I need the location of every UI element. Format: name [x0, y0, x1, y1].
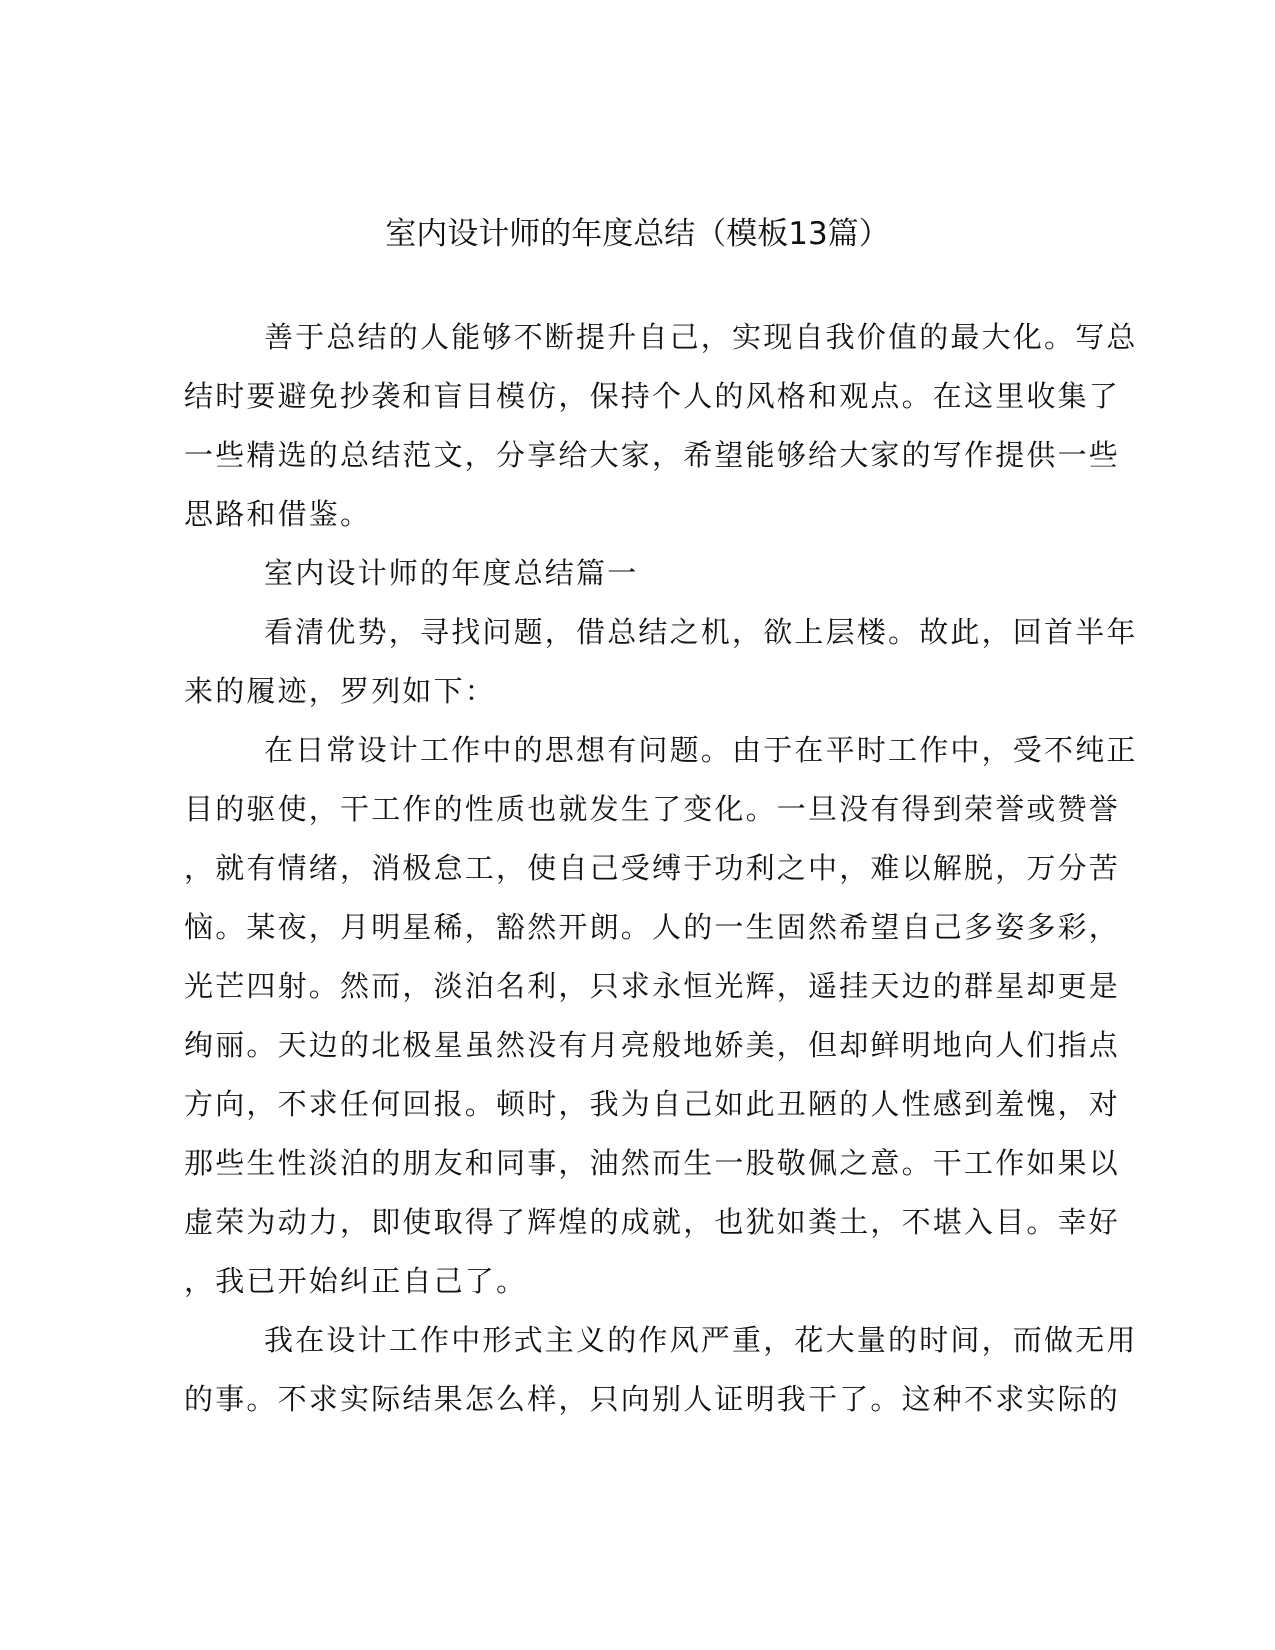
- section-heading: 室内设计师的年度总结篇一: [264, 556, 639, 590]
- paragraph-2-line-10: ，我已开始纠正自己了。: [184, 1264, 528, 1298]
- paragraph-2-line-4: 恼。某夜，月明星稀，豁然开朗。人的一生固然希望自己多姿多彩，: [184, 910, 1121, 944]
- paragraph-2-line-8: 那些生性淡泊的朋友和同事，油然而生一股敬佩之意。干工作如果以: [184, 1146, 1121, 1180]
- document-title: 室内设计师的年度总结（模板13篇）: [385, 216, 890, 252]
- intro-line-2: 结时要避免抄袭和盲目模仿，保持个人的风格和观点。在这里收集了: [184, 379, 1121, 413]
- intro-line-1: 善于总结的人能够不断提升自己，实现自我价值的最大化。写总: [264, 320, 1138, 354]
- paragraph-1-line-2: 来的履迹，罗列如下：: [184, 674, 497, 708]
- paragraph-2-line-9: 虚荣为动力，即使取得了辉煌的成就，也犹如粪土，不堪入目。幸好: [184, 1205, 1121, 1239]
- paragraph-3-line-1: 我在设计工作中形式主义的作风严重，花大量的时间，而做无用: [264, 1323, 1138, 1357]
- paragraph-2-line-5: 光芒四射。然而，淡泊名利，只求永恒光辉，遥挂天边的群星却更是: [184, 969, 1121, 1003]
- intro-line-4: 思路和借鉴。: [184, 497, 372, 531]
- paragraph-2-line-2: 目的驱使，干工作的性质也就发生了变化。一旦没有得到荣誉或赞誉: [184, 792, 1121, 826]
- paragraph-1-line-1: 看清优势，寻找问题，借总结之机，欲上层楼。故此，回首半年: [264, 615, 1138, 649]
- paragraph-2-line-3: ，就有情绪，消极怠工，使自己受缚于功利之中，难以解脱，万分苦: [184, 851, 1121, 885]
- paragraph-2-line-7: 方向，不求任何回报。顿时，我为自己如此丑陋的人性感到羞愧，对: [184, 1087, 1121, 1121]
- paragraph-2-line-1: 在日常设计工作中的思想有问题。由于在平时工作中，受不纯正: [264, 733, 1138, 767]
- paragraph-2-line-6: 绚丽。天边的北极星虽然没有月亮般地娇美，但却鲜明地向人们指点: [184, 1028, 1121, 1062]
- paragraph-3-line-2: 的事。不求实际结果怎么样，只向别人证明我干了。这种不求实际的: [184, 1382, 1121, 1416]
- intro-line-3: 一些精选的总结范文，分享给大家，希望能够给大家的写作提供一些: [184, 438, 1121, 472]
